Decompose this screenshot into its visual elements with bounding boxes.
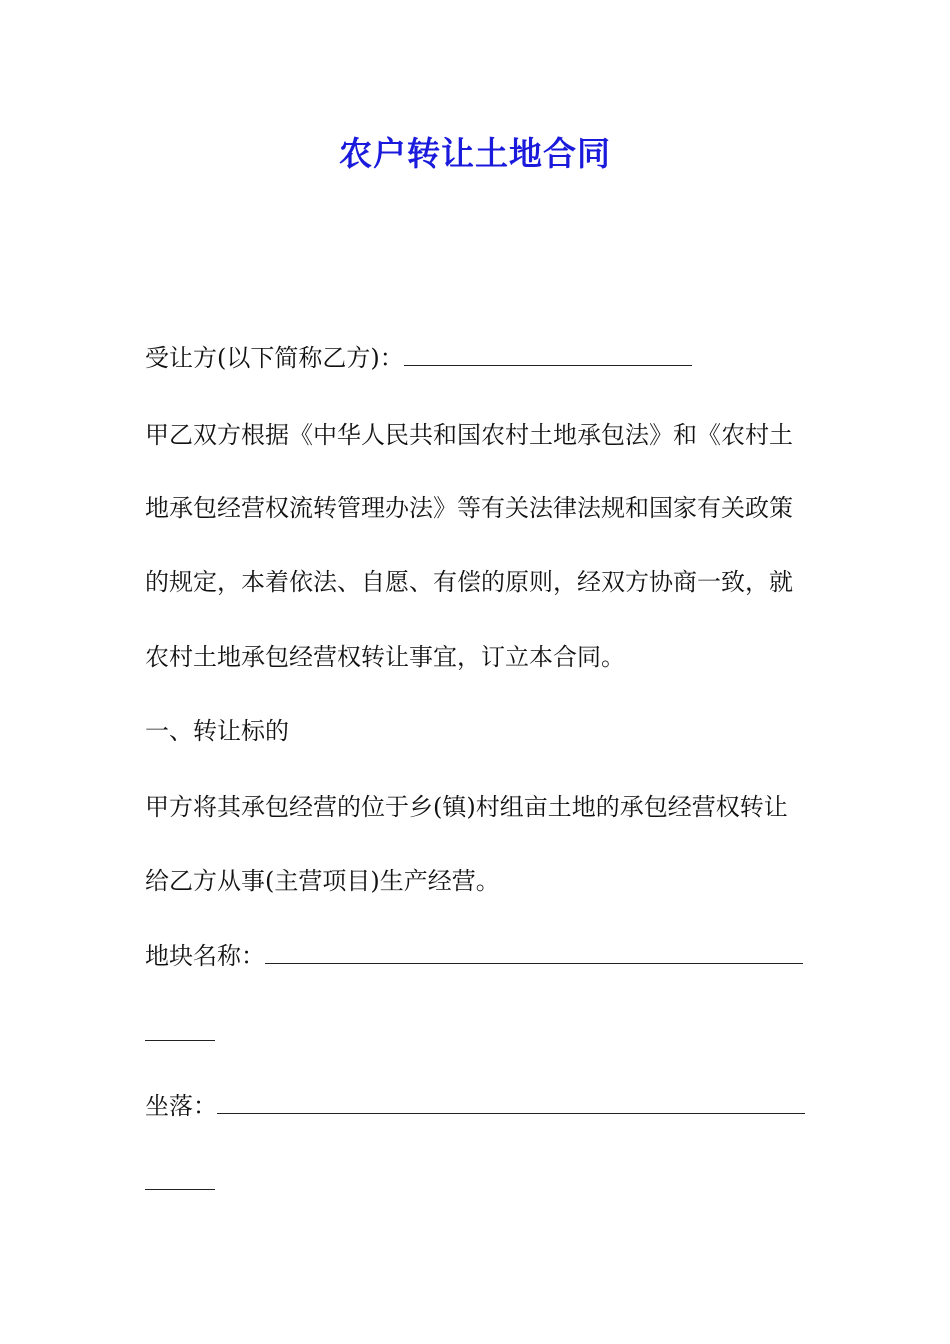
plot-name-blank-continuation xyxy=(145,1040,215,1041)
plot-name-label: 地块名称： xyxy=(145,942,265,970)
section1-line-1: 甲方将其承包经营的位于乡(镇)村组亩土地的承包经营权转让 xyxy=(145,793,788,821)
transferee-label: 受让方(以下简称乙方)： xyxy=(145,344,404,372)
plot-name-line xyxy=(145,941,803,971)
section1-heading: 一、转让标的 xyxy=(145,717,289,745)
transferee-line xyxy=(145,343,692,373)
intro-line-4: 农村土地承包经营权转让事宜，订立本合同。 xyxy=(145,643,625,671)
plot-name-blank xyxy=(265,943,803,964)
location-blank xyxy=(217,1093,805,1114)
location-line xyxy=(145,1091,805,1121)
intro-line-2: 地承包经营权流转管理办法》等有关法律法规和国家有关政策 xyxy=(145,494,793,522)
transferee-blank xyxy=(404,345,692,366)
location-label: 坐落： xyxy=(145,1092,217,1120)
document-title: 农户转让土地合同 xyxy=(339,134,611,173)
section1-line-2: 给乙方从事(主营项目)生产经营。 xyxy=(145,867,500,895)
location-blank-continuation xyxy=(145,1189,215,1190)
intro-line-3: 的规定，本着依法、自愿、有偿的原则，经双方协商一致，就 xyxy=(145,568,793,596)
intro-line-1: 甲乙双方根据《中华人民共和国农村土地承包法》和《农村土 xyxy=(145,421,793,449)
